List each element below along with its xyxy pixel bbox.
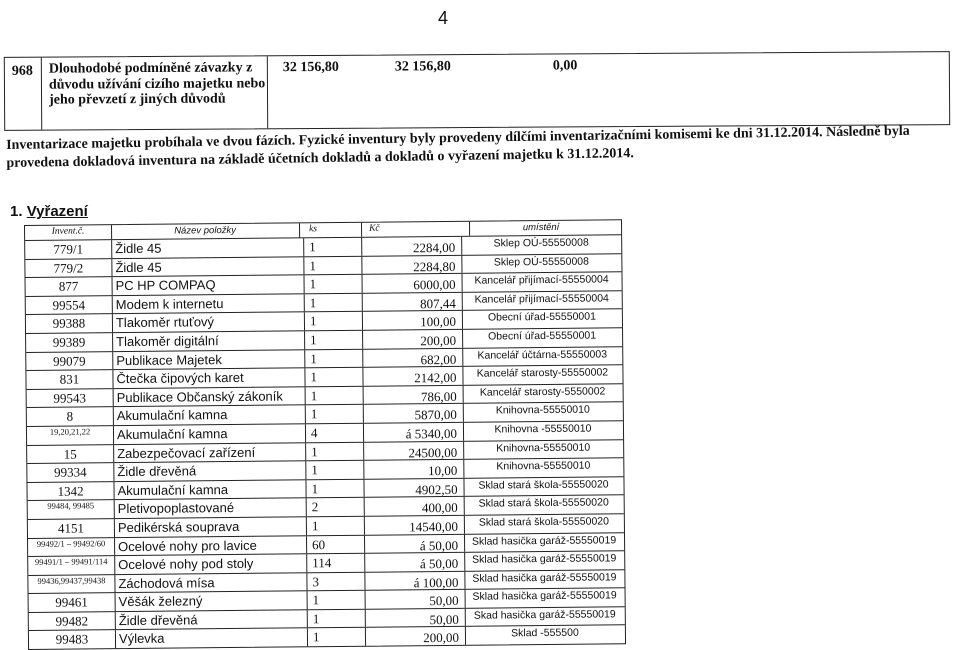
- item-name-cell: Akumulační kamna: [113, 480, 306, 499]
- header-quantity: ks: [303, 223, 362, 238]
- inventory-number-cell: 4151: [28, 519, 115, 537]
- location-cell: Obecní úřad-55550001: [488, 329, 597, 343]
- amount-cell: 2284,00: [361, 237, 462, 256]
- quantity-cell: 1: [305, 479, 364, 497]
- inventory-number-cell: 831: [26, 370, 113, 388]
- disposal-table: [24, 219, 626, 650]
- amount-cell: 6000,00: [361, 274, 462, 293]
- quantity-cell: 3: [306, 572, 365, 590]
- quantity-cell: 60: [306, 535, 365, 553]
- summary-code-cell: [5, 58, 42, 130]
- section-title: [10, 203, 88, 220]
- amount-cell: 682,00: [362, 348, 463, 367]
- location-cell: Sklep OÚ-55550008: [493, 255, 590, 269]
- location-cell: Sklad hasička garáž-55550019: [472, 571, 617, 585]
- location-cell: Obecní úřad-55550001: [487, 310, 596, 324]
- inventory-paragraph: Inventarizace majetku probíhala ve dvou fázích. Fyzické inventury byly provedeny dílčími inventarizačními komisemi ke dni 31.12.2014. Následně byla provedena dokladová inventura na základě účetních dokladů a dokladů o vyřazení majetku k 31.12.2014.: [6, 123, 910, 171]
- quantity-cell: 1: [304, 331, 363, 349]
- quantity-cell: 1: [303, 238, 362, 256]
- quantity-cell: 1: [303, 256, 362, 274]
- inventory-number-cell: 779/2: [25, 259, 112, 277]
- amount-cell: 24500,00: [363, 441, 464, 460]
- amount-cell: 50,00: [365, 609, 466, 628]
- quantity-cell: 1: [305, 442, 364, 460]
- item-name-cell: Židle dřevěná: [113, 461, 306, 480]
- amount-cell: 10,00: [363, 460, 464, 479]
- quantity-cell: 1: [303, 275, 362, 293]
- quantity-cell: 1: [305, 461, 364, 479]
- location-cell: Sklad hasička garáž-55550019: [471, 533, 617, 548]
- amount-cell: 4902,50: [363, 479, 464, 498]
- location-cell: Sklad stará škola-55550020: [478, 515, 610, 529]
- header-inventory-number: Invent.č.: [25, 225, 112, 240]
- item-name-cell: Ocelové nohy pod stoly: [114, 554, 307, 573]
- item-name-cell: Záchodová mísa: [114, 573, 307, 592]
- quantity-cell: 1: [304, 349, 363, 367]
- item-name-cell: PC HP COMPAQ: [112, 275, 305, 294]
- inventory-number-cell: 99334: [27, 463, 114, 481]
- summary-code: 968: [11, 63, 33, 79]
- inventory-number-cell: 19,20,21,22: [27, 426, 114, 444]
- inventory-number-cell: 99482: [29, 612, 116, 630]
- item-name-cell: Publikace Občanský zákoník: [113, 387, 306, 406]
- item-name-cell: Akumulační kamna: [113, 424, 306, 443]
- quantity-cell: 1: [306, 517, 365, 535]
- quantity-cell: 1: [307, 591, 366, 609]
- inventory-number-cell: 1342: [27, 482, 114, 500]
- quantity-cell: 2: [306, 498, 365, 516]
- location-cell: Kancelář starosty-5550002: [479, 385, 606, 399]
- quantity-cell: 1: [307, 628, 366, 646]
- inventory-number-cell: 779/1: [25, 240, 112, 258]
- quantity-cell: 1: [304, 294, 363, 312]
- inventory-number-cell: 877: [26, 277, 113, 295]
- inventory-number-cell: 99483: [29, 631, 116, 649]
- item-name-cell: Židle 45: [111, 257, 304, 276]
- inventory-number-cell: 15: [27, 445, 114, 463]
- location-cell: Sklad -555500: [511, 627, 579, 640]
- amount-cell: 200,00: [365, 627, 466, 646]
- amount-cell: á 5340,00: [363, 423, 464, 442]
- item-name-cell: Ocelové nohy pro lavice: [114, 536, 307, 555]
- item-name-cell: Pletivopoplastované: [114, 499, 307, 518]
- amount-cell: 5870,00: [363, 404, 464, 423]
- inventory-number-cell: 99491/1 – 99491/114: [28, 556, 115, 574]
- location-cell: Sklad hasička garáž-55550019: [472, 552, 617, 566]
- inventory-number-cell: 99079: [26, 352, 113, 370]
- summary-value-3: 0,00: [552, 58, 578, 74]
- page-number: 4: [438, 8, 449, 28]
- amount-cell: 200,00: [362, 330, 463, 349]
- location-cell: Sklad stará škola-55550020: [478, 478, 609, 492]
- summary-table: [4, 51, 950, 131]
- inventory-number-cell: 8: [27, 407, 114, 425]
- amount-cell: 786,00: [363, 386, 464, 405]
- item-name-cell: Židle dřevěná: [115, 610, 308, 629]
- header-item-name: Název položky: [111, 223, 300, 239]
- quantity-cell: 1: [305, 405, 364, 423]
- amount-cell: 2284,80: [361, 255, 462, 274]
- item-name-cell: Židle 45: [111, 238, 304, 257]
- item-name-cell: Pedikérská souprava: [114, 517, 307, 536]
- summary-value-2: 32 156,80: [394, 59, 451, 75]
- amount-cell: 400,00: [364, 497, 465, 516]
- location-cell: Skad hasička garáž-55550019: [473, 608, 616, 622]
- amount-cell: 2142,00: [362, 367, 463, 386]
- location-cell: Knihovna -55550010: [494, 422, 592, 436]
- quantity-cell: 1: [304, 368, 363, 386]
- item-name-cell: Zabezpečovací zařízení: [113, 443, 306, 462]
- inventory-number-cell: 99554: [26, 296, 113, 314]
- header-amount: Kč: [361, 222, 470, 237]
- inventory-number-cell: 99492/1 – 99492/60: [28, 538, 115, 556]
- amount-cell: 807,44: [362, 293, 463, 312]
- amount-cell: 100,00: [362, 311, 463, 330]
- location-cell: Kancelář přijímací-55550004: [474, 292, 609, 306]
- inventory-number-cell: 99388: [26, 315, 113, 333]
- item-name-cell: Výlevka: [115, 629, 308, 648]
- quantity-cell: 114: [306, 554, 365, 572]
- item-name-cell: Čtečka čipových karet: [112, 368, 305, 387]
- summary-description: Dlouhodobé podmíněné závazky z důvodu užívání cizího majetku nebo jeho převzetí z jiných důvodů: [48, 60, 266, 108]
- item-name-cell: Modem k internetu: [112, 294, 305, 313]
- location-cell: Knihovna-55550010: [496, 459, 591, 473]
- inventory-number-cell: 99461: [29, 593, 116, 611]
- inventory-number-cell: 99389: [26, 333, 113, 351]
- quantity-cell: 1: [307, 610, 366, 628]
- section-title-text: Vyřazení: [26, 203, 88, 220]
- header-location: umístění: [522, 221, 560, 234]
- location-cell: Sklad stará škola-55550020: [478, 496, 609, 510]
- inventory-number-cell: 99543: [27, 389, 114, 407]
- quantity-cell: 4: [305, 424, 364, 442]
- location-cell: Sklep OÚ-55550008: [493, 236, 589, 250]
- quantity-cell: 1: [305, 386, 364, 404]
- item-name-cell: Publikace Majetek: [112, 350, 305, 369]
- quantity-cell: 1: [304, 312, 363, 330]
- location-cell: Kancelář přijímací-55550004: [474, 273, 609, 287]
- location-cell: Knihovna-55550010: [495, 403, 590, 417]
- inventory-number-cell: 99436,99437,99438: [28, 575, 115, 593]
- location-cell: Sklad hasička garáž-55550019: [472, 589, 617, 603]
- item-name-cell: Tlakoměr digitální: [112, 331, 305, 350]
- location-cell: Kancelář starosty-55550002: [476, 366, 609, 380]
- amount-cell: á 50,00: [364, 534, 465, 553]
- section-number: 1.: [10, 203, 23, 220]
- amount-cell: á 50,00: [364, 553, 465, 572]
- amount-cell: 50,00: [365, 590, 466, 609]
- item-name-cell: Akumulační kamna: [113, 406, 306, 425]
- summary-value-1: 32 156,80: [282, 59, 339, 76]
- inventory-number-cell: 99484, 99485: [28, 500, 115, 518]
- amount-cell: 14540,00: [364, 516, 465, 535]
- location-cell: Kancelář účtárna-55550003: [477, 347, 608, 362]
- location-cell: Knihovna-55550010: [496, 441, 591, 455]
- amount-cell: á 100,00: [364, 571, 465, 590]
- item-name-cell: Věšák železný: [115, 592, 308, 611]
- item-name-cell: Tlakoměr rtuťový: [112, 313, 305, 332]
